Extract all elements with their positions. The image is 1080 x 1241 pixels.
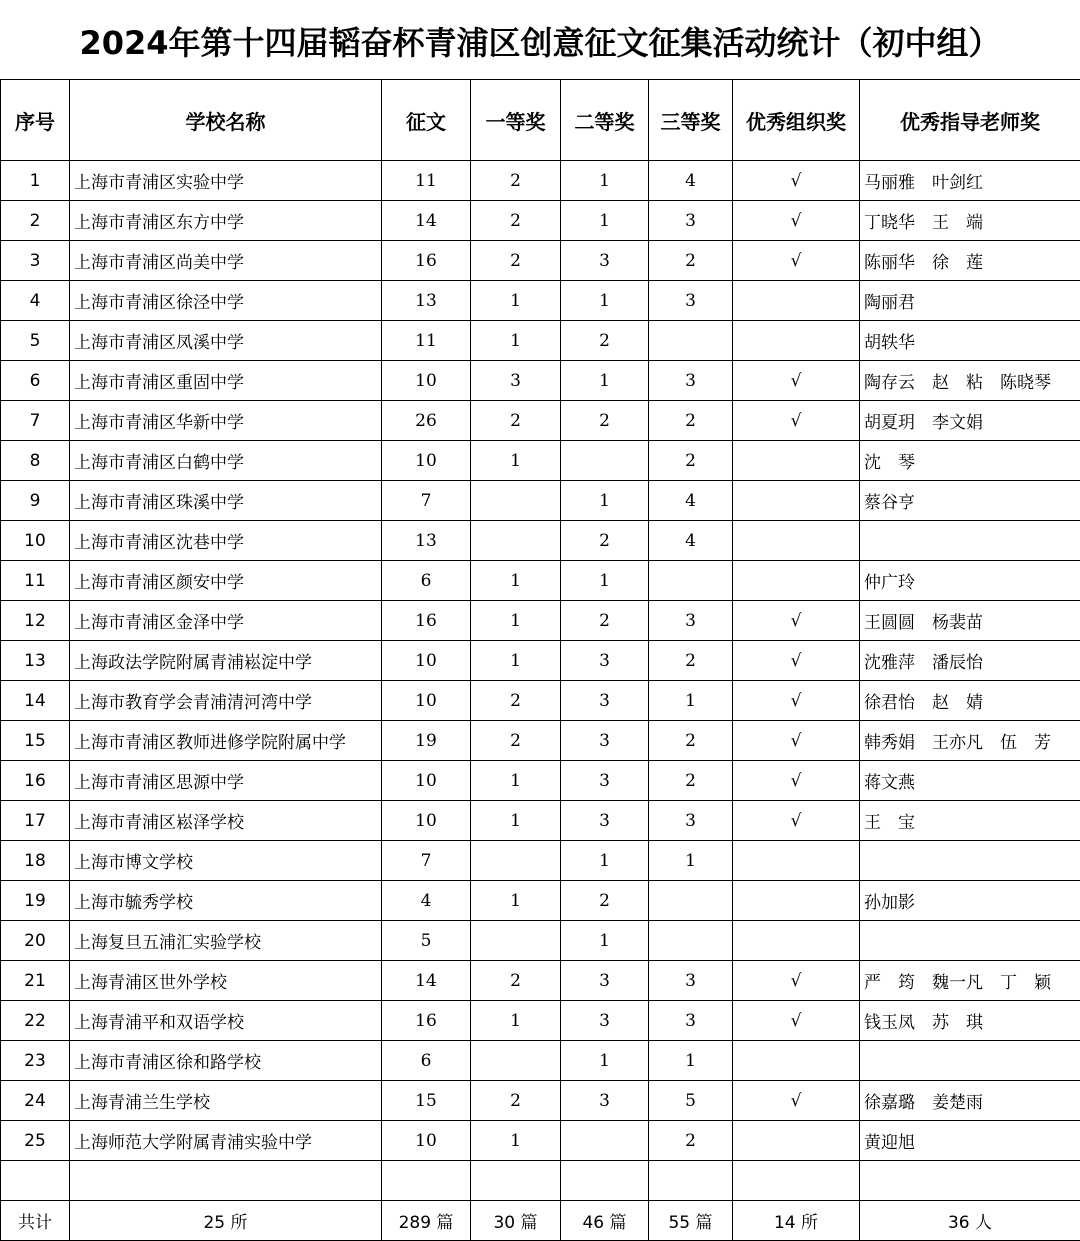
cell-second-prize: 3 <box>561 641 649 681</box>
cell-number: 7 <box>1 401 70 441</box>
cell-first-prize: 1 <box>471 1001 561 1041</box>
cell-essays: 4 <box>382 881 471 921</box>
cell-first-prize <box>471 1161 561 1201</box>
cell-third-prize: 3 <box>649 801 733 841</box>
cell-organization-award: √ <box>733 1001 860 1041</box>
table-row <box>1 921 1080 961</box>
cell-second-prize: 1 <box>561 921 649 961</box>
table-row <box>1 841 1080 881</box>
cell-number: 18 <box>1 841 70 881</box>
cell-first-prize: 2 <box>471 401 561 441</box>
cell-teacher-award: 丁晓华 王 端 <box>860 201 1080 241</box>
cell-third-prize: 3 <box>649 361 733 401</box>
cell-organization-award: √ <box>733 641 860 681</box>
cell-third-prize: 2 <box>649 761 733 801</box>
cell-school-name: 上海市青浦区思源中学 <box>70 761 382 801</box>
cell-number: 22 <box>1 1001 70 1041</box>
cell-essays: 14 <box>382 961 471 1001</box>
table-row <box>1 401 1080 441</box>
totals-third-prize: 55 篇 <box>649 1201 733 1241</box>
cell-organization-award: √ <box>733 681 860 721</box>
cell-second-prize: 2 <box>561 521 649 561</box>
cell-organization-award <box>733 921 860 961</box>
cell-number: 19 <box>1 881 70 921</box>
cell-essays: 19 <box>382 721 471 761</box>
cell-second-prize: 1 <box>561 481 649 521</box>
cell-organization-award <box>733 521 860 561</box>
cell-teacher-award: 韩秀娟 王亦凡 伍 芳 <box>860 721 1080 761</box>
cell-second-prize: 1 <box>561 201 649 241</box>
header-essays: 征文 <box>382 80 471 161</box>
cell-first-prize: 2 <box>471 681 561 721</box>
cell-essays: 15 <box>382 1081 471 1121</box>
cell-third-prize: 3 <box>649 1001 733 1041</box>
table-row <box>1 601 1080 641</box>
cell-third-prize: 4 <box>649 481 733 521</box>
cell-school-name: 上海青浦平和双语学校 <box>70 1001 382 1041</box>
cell-organization-award: √ <box>733 241 860 281</box>
cell-essays: 10 <box>382 441 471 481</box>
cell-essays: 10 <box>382 1121 471 1161</box>
cell-school-name: 上海市博文学校 <box>70 841 382 881</box>
table-row <box>1 681 1080 721</box>
cell-third-prize: 2 <box>649 441 733 481</box>
cell-school-name: 上海市青浦区凤溪中学 <box>70 321 382 361</box>
cell-school-name: 上海市青浦区白鹤中学 <box>70 441 382 481</box>
cell-teacher-award: 徐嘉璐 姜楚雨 <box>860 1081 1080 1121</box>
cell-second-prize: 1 <box>561 841 649 881</box>
cell-organization-award <box>733 1161 860 1201</box>
totals-essays: 289 篇 <box>382 1201 471 1241</box>
cell-teacher-award: 王 宝 <box>860 801 1080 841</box>
table-row <box>1 1081 1080 1121</box>
cell-teacher-award <box>860 921 1080 961</box>
cell-number: 5 <box>1 321 70 361</box>
cell-second-prize: 3 <box>561 241 649 281</box>
cell-essays: 7 <box>382 481 471 521</box>
cell-third-prize: 2 <box>649 721 733 761</box>
cell-teacher-award: 钱玉凤 苏 琪 <box>860 1001 1080 1041</box>
statistics-table <box>0 79 1080 1241</box>
cell-school-name: 上海市青浦区徐和路学校 <box>70 1041 382 1081</box>
cell-organization-award <box>733 281 860 321</box>
header-organization-award: 优秀组织奖 <box>733 80 860 161</box>
cell-first-prize <box>471 1041 561 1081</box>
cell-teacher-award: 沈 琴 <box>860 441 1080 481</box>
header-first-prize: 一等奖 <box>471 80 561 161</box>
cell-third-prize: 3 <box>649 961 733 1001</box>
cell-second-prize: 2 <box>561 401 649 441</box>
cell-number: 17 <box>1 801 70 841</box>
cell-number: 3 <box>1 241 70 281</box>
cell-organization-award <box>733 561 860 601</box>
table-row <box>1 521 1080 561</box>
cell-school-name: 上海市青浦区实验中学 <box>70 161 382 201</box>
totals-schools: 25 所 <box>70 1201 382 1241</box>
header-school-name: 学校名称 <box>70 80 382 161</box>
cell-second-prize: 1 <box>561 161 649 201</box>
table-row <box>1 1161 1080 1201</box>
cell-school-name: 上海市青浦区颜安中学 <box>70 561 382 601</box>
cell-essays: 10 <box>382 681 471 721</box>
cell-first-prize: 1 <box>471 1121 561 1161</box>
cell-organization-award: √ <box>733 961 860 1001</box>
cell-school-name: 上海青浦区世外学校 <box>70 961 382 1001</box>
table-row <box>1 321 1080 361</box>
cell-school-name: 上海市青浦区尚美中学 <box>70 241 382 281</box>
table-row <box>1 201 1080 241</box>
cell-third-prize: 1 <box>649 681 733 721</box>
cell-second-prize: 3 <box>561 1001 649 1041</box>
cell-organization-award <box>733 1121 860 1161</box>
cell-teacher-award <box>860 1161 1080 1201</box>
cell-third-prize <box>649 321 733 361</box>
cell-school-name: 上海师范大学附属青浦实验中学 <box>70 1121 382 1161</box>
cell-organization-award: √ <box>733 801 860 841</box>
cell-essays: 6 <box>382 1041 471 1081</box>
cell-teacher-award: 仲广玲 <box>860 561 1080 601</box>
cell-first-prize: 1 <box>471 441 561 481</box>
table-row <box>1 961 1080 1001</box>
totals-organization-award: 14 所 <box>733 1201 860 1241</box>
cell-essays: 5 <box>382 921 471 961</box>
cell-number: 23 <box>1 1041 70 1081</box>
cell-essays: 10 <box>382 361 471 401</box>
cell-second-prize: 1 <box>561 361 649 401</box>
cell-number: 13 <box>1 641 70 681</box>
cell-first-prize: 1 <box>471 601 561 641</box>
cell-teacher-award: 陶存云 赵 粘 陈晓琴 <box>860 361 1080 401</box>
cell-essays: 7 <box>382 841 471 881</box>
cell-teacher-award: 陈丽华 徐 莲 <box>860 241 1080 281</box>
cell-organization-award: √ <box>733 361 860 401</box>
cell-school-name: 上海政法学院附属青浦崧淀中学 <box>70 641 382 681</box>
cell-essays: 13 <box>382 521 471 561</box>
cell-school-name: 上海市青浦区金泽中学 <box>70 601 382 641</box>
cell-organization-award <box>733 481 860 521</box>
cell-school-name: 上海市青浦区崧泽学校 <box>70 801 382 841</box>
cell-second-prize <box>561 1121 649 1161</box>
table-row <box>1 801 1080 841</box>
cell-school-name: 上海市青浦区珠溪中学 <box>70 481 382 521</box>
table-row <box>1 561 1080 601</box>
cell-second-prize: 3 <box>561 961 649 1001</box>
cell-teacher-award: 蒋文燕 <box>860 761 1080 801</box>
cell-school-name: 上海市青浦区东方中学 <box>70 201 382 241</box>
cell-third-prize: 2 <box>649 401 733 441</box>
table-row <box>1 481 1080 521</box>
cell-teacher-award: 徐君怡 赵 婧 <box>860 681 1080 721</box>
cell-organization-award: √ <box>733 1081 860 1121</box>
cell-first-prize: 2 <box>471 161 561 201</box>
cell-third-prize: 2 <box>649 1121 733 1161</box>
cell-number: 8 <box>1 441 70 481</box>
cell-organization-award <box>733 1041 860 1081</box>
cell-second-prize <box>561 441 649 481</box>
cell-number: 14 <box>1 681 70 721</box>
cell-essays: 16 <box>382 241 471 281</box>
cell-school-name: 上海市教育学会青浦清河湾中学 <box>70 681 382 721</box>
page-title: 2024年第十四届韬奋杯青浦区创意征文征集活动统计（初中组） <box>0 0 1080 80</box>
cell-essays: 26 <box>382 401 471 441</box>
cell-first-prize: 1 <box>471 761 561 801</box>
cell-number: 25 <box>1 1121 70 1161</box>
cell-teacher-award: 黄迎旭 <box>860 1121 1080 1161</box>
cell-number: 21 <box>1 961 70 1001</box>
table-row <box>1 1001 1080 1041</box>
cell-second-prize <box>561 1161 649 1201</box>
cell-third-prize: 3 <box>649 201 733 241</box>
cell-third-prize: 1 <box>649 841 733 881</box>
cell-second-prize: 3 <box>561 1081 649 1121</box>
table-row <box>1 441 1080 481</box>
cell-number: 1 <box>1 161 70 201</box>
table-row <box>1 721 1080 761</box>
cell-number: 11 <box>1 561 70 601</box>
cell-organization-award: √ <box>733 761 860 801</box>
cell-second-prize: 2 <box>561 601 649 641</box>
cell-third-prize: 2 <box>649 641 733 681</box>
cell-third-prize <box>649 921 733 961</box>
cell-essays: 10 <box>382 761 471 801</box>
cell-third-prize: 1 <box>649 1041 733 1081</box>
cell-essays <box>382 1161 471 1201</box>
cell-first-prize: 1 <box>471 281 561 321</box>
cell-organization-award <box>733 881 860 921</box>
table-row <box>1 361 1080 401</box>
table-row <box>1 241 1080 281</box>
cell-first-prize: 1 <box>471 881 561 921</box>
cell-teacher-award: 胡轶华 <box>860 321 1080 361</box>
cell-essays: 10 <box>382 801 471 841</box>
cell-second-prize: 1 <box>561 561 649 601</box>
cell-essays: 11 <box>382 161 471 201</box>
cell-second-prize: 1 <box>561 1041 649 1081</box>
cell-third-prize <box>649 881 733 921</box>
cell-first-prize: 3 <box>471 361 561 401</box>
header-second-prize: 二等奖 <box>561 80 649 161</box>
cell-number: 24 <box>1 1081 70 1121</box>
cell-school-name: 上海青浦兰生学校 <box>70 1081 382 1121</box>
cell-second-prize: 2 <box>561 321 649 361</box>
table-row <box>1 761 1080 801</box>
cell-school-name: 上海市青浦区沈巷中学 <box>70 521 382 561</box>
cell-teacher-award: 陶丽君 <box>860 281 1080 321</box>
cell-essays: 6 <box>382 561 471 601</box>
totals-first-prize: 30 篇 <box>471 1201 561 1241</box>
table-row <box>1 281 1080 321</box>
cell-school-name: 上海市青浦区徐泾中学 <box>70 281 382 321</box>
cell-second-prize: 3 <box>561 761 649 801</box>
cell-essays: 16 <box>382 1001 471 1041</box>
cell-school-name <box>70 1161 382 1201</box>
cell-organization-award: √ <box>733 201 860 241</box>
cell-second-prize: 1 <box>561 281 649 321</box>
cell-first-prize: 2 <box>471 1081 561 1121</box>
cell-number: 16 <box>1 761 70 801</box>
cell-teacher-award: 孙加影 <box>860 881 1080 921</box>
cell-school-name: 上海市青浦区重固中学 <box>70 361 382 401</box>
cell-school-name: 上海市毓秀学校 <box>70 881 382 921</box>
cell-first-prize: 1 <box>471 801 561 841</box>
totals-row <box>1 1201 1080 1241</box>
cell-number: 10 <box>1 521 70 561</box>
cell-number: 15 <box>1 721 70 761</box>
cell-number: 2 <box>1 201 70 241</box>
cell-first-prize: 1 <box>471 641 561 681</box>
cell-school-name: 上海市青浦区教师进修学院附属中学 <box>70 721 382 761</box>
cell-essays: 11 <box>382 321 471 361</box>
cell-number: 20 <box>1 921 70 961</box>
cell-third-prize <box>649 561 733 601</box>
cell-first-prize: 1 <box>471 321 561 361</box>
cell-teacher-award: 王圆圆 杨裴苗 <box>860 601 1080 641</box>
cell-third-prize <box>649 1161 733 1201</box>
cell-third-prize: 4 <box>649 521 733 561</box>
cell-essays: 14 <box>382 201 471 241</box>
cell-second-prize: 3 <box>561 801 649 841</box>
cell-organization-award <box>733 321 860 361</box>
cell-third-prize: 2 <box>649 241 733 281</box>
header-teacher-award: 优秀指导老师奖 <box>860 80 1080 161</box>
cell-school-name: 上海复旦五浦汇实验学校 <box>70 921 382 961</box>
cell-organization-award <box>733 441 860 481</box>
cell-first-prize <box>471 521 561 561</box>
cell-essays: 10 <box>382 641 471 681</box>
cell-first-prize <box>471 921 561 961</box>
cell-organization-award <box>733 841 860 881</box>
cell-organization-award: √ <box>733 401 860 441</box>
totals-second-prize: 46 篇 <box>561 1201 649 1241</box>
cell-teacher-award: 沈雅萍 潘辰怡 <box>860 641 1080 681</box>
cell-teacher-award: 胡夏玥 李文娟 <box>860 401 1080 441</box>
cell-essays: 13 <box>382 281 471 321</box>
table-header-row <box>1 80 1080 161</box>
table-row <box>1 1121 1080 1161</box>
cell-number: 12 <box>1 601 70 641</box>
cell-second-prize: 3 <box>561 681 649 721</box>
cell-third-prize: 3 <box>649 281 733 321</box>
cell-first-prize: 2 <box>471 201 561 241</box>
table-row <box>1 881 1080 921</box>
cell-number <box>1 1161 70 1201</box>
table-row <box>1 641 1080 681</box>
cell-second-prize: 2 <box>561 881 649 921</box>
cell-first-prize: 1 <box>471 561 561 601</box>
cell-organization-award: √ <box>733 721 860 761</box>
cell-first-prize: 2 <box>471 961 561 1001</box>
cell-teacher-award <box>860 521 1080 561</box>
cell-school-name: 上海市青浦区华新中学 <box>70 401 382 441</box>
cell-teacher-award <box>860 1041 1080 1081</box>
header-third-prize: 三等奖 <box>649 80 733 161</box>
cell-number: 4 <box>1 281 70 321</box>
cell-teacher-award <box>860 841 1080 881</box>
cell-organization-award: √ <box>733 161 860 201</box>
cell-first-prize <box>471 841 561 881</box>
cell-number: 6 <box>1 361 70 401</box>
cell-third-prize: 5 <box>649 1081 733 1121</box>
cell-first-prize <box>471 481 561 521</box>
table-row <box>1 161 1080 201</box>
cell-teacher-award: 严 筠 魏一凡 丁 颖 <box>860 961 1080 1001</box>
cell-third-prize: 3 <box>649 601 733 641</box>
cell-number: 9 <box>1 481 70 521</box>
cell-teacher-award: 蔡谷亨 <box>860 481 1080 521</box>
cell-teacher-award: 马丽雅 叶剑红 <box>860 161 1080 201</box>
cell-organization-award: √ <box>733 601 860 641</box>
totals-label: 共计 <box>1 1201 70 1241</box>
cell-third-prize: 4 <box>649 161 733 201</box>
cell-first-prize: 2 <box>471 241 561 281</box>
cell-second-prize: 3 <box>561 721 649 761</box>
totals-teacher-award: 36 人 <box>860 1201 1080 1241</box>
cell-first-prize: 2 <box>471 721 561 761</box>
table-row <box>1 1041 1080 1081</box>
cell-essays: 16 <box>382 601 471 641</box>
header-number: 序号 <box>1 80 70 161</box>
